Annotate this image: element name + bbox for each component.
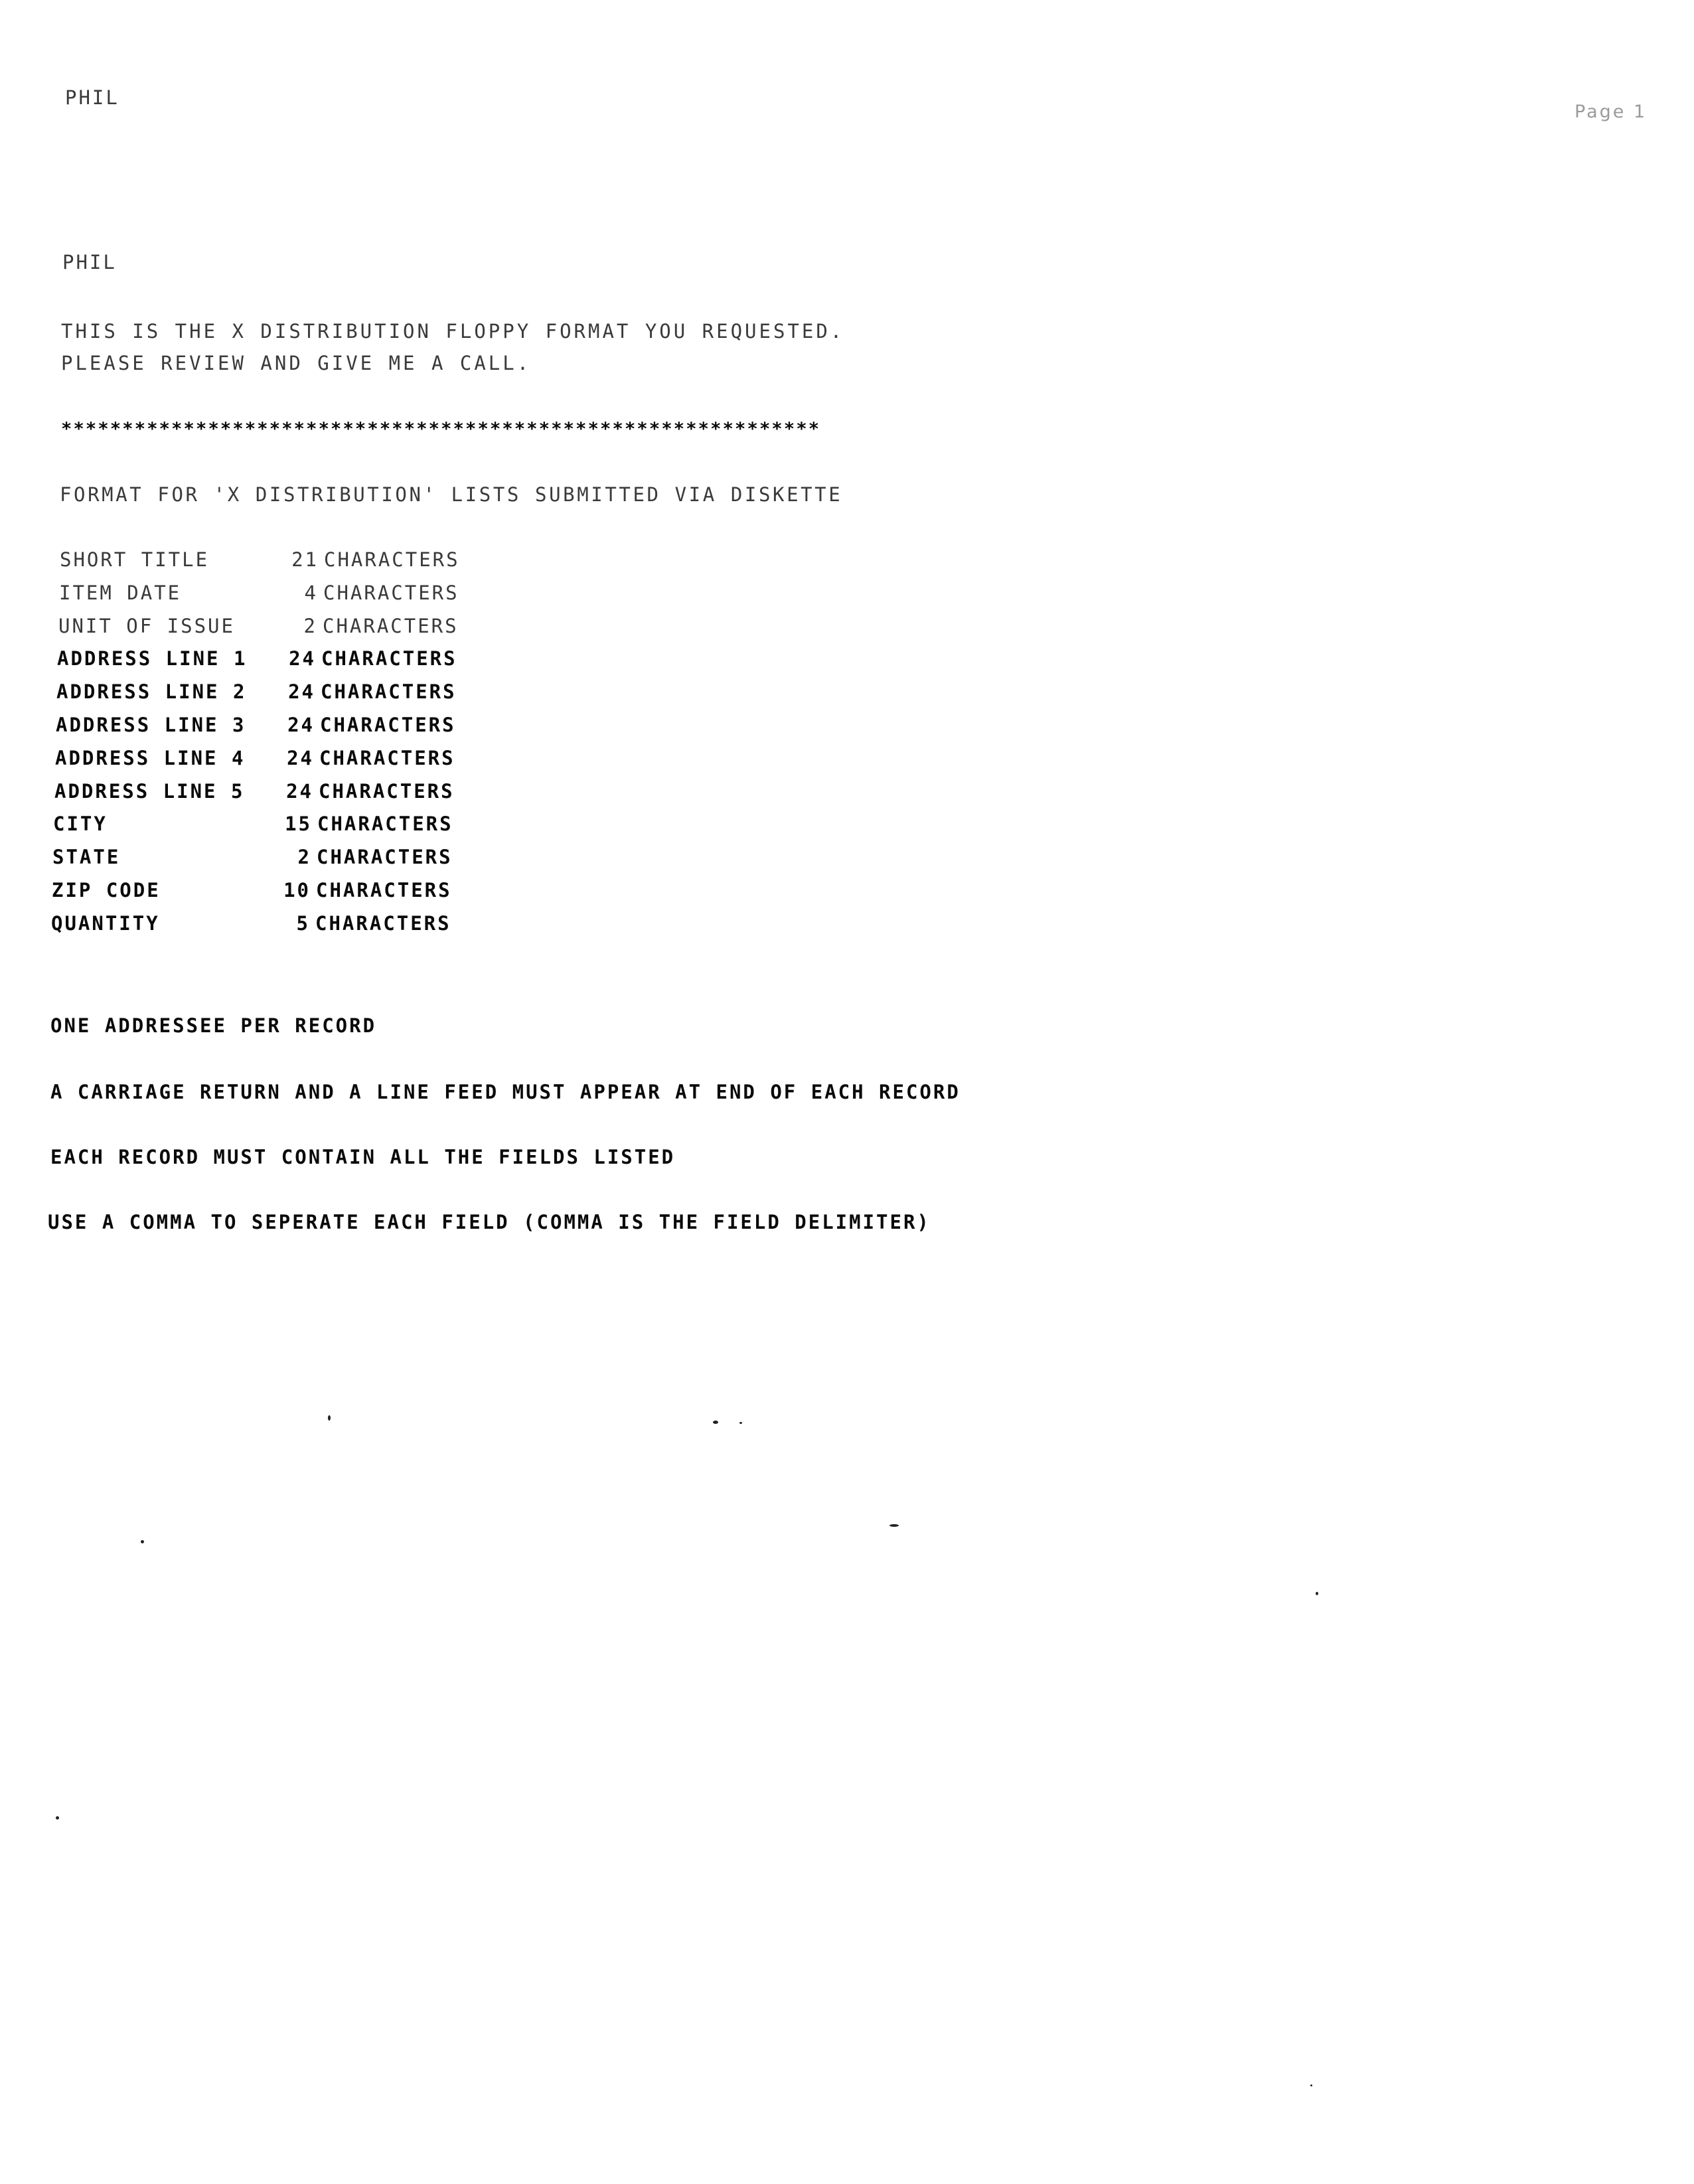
field-length: 21 (291, 548, 319, 571)
note-one-addressee: ONE ADDRESSEE PER RECORD (50, 1014, 377, 1037)
field-length: 15 (285, 813, 312, 835)
separator-line: ************************************************************** (61, 419, 821, 439)
field-row (59, 582, 471, 604)
field-length: 2 (297, 846, 311, 868)
format-title: FORMAT FOR 'X DISTRIBUTION' LISTS SUBMITTED VIA DISKETTE (60, 483, 843, 506)
field-unit: CHARACTERS (323, 582, 459, 604)
scan-speck (713, 1421, 718, 1424)
field-name: STATE (52, 846, 121, 868)
header-recipient: PHIL (65, 86, 119, 109)
field-row (56, 714, 467, 736)
field-unit: CHARACTERS (316, 879, 452, 901)
field-name: CITY (53, 813, 108, 835)
note-all-fields: EACH RECORD MUST CONTAIN ALL THE FIELDS LISTED (50, 1146, 676, 1168)
field-name: ADDRESS LINE 2 (56, 680, 247, 703)
field-unit: CHARACTERS (320, 714, 456, 736)
field-name: ADDRESS LINE 4 (55, 747, 246, 769)
field-unit: CHARACTERS (315, 912, 451, 935)
field-row (58, 615, 470, 637)
note-comma-delimiter: USE A COMMA TO SEPERATE EACH FIELD (COMMA IS THE FIELD DELIMITER) (48, 1211, 931, 1233)
field-name: ZIP CODE (52, 879, 161, 901)
field-name: QUANTITY (51, 912, 160, 935)
field-name: ADDRESS LINE 5 (54, 780, 245, 803)
field-name: ADDRESS LINE 3 (56, 714, 246, 736)
field-row (54, 780, 466, 803)
field-unit: CHARACTERS (323, 615, 459, 637)
field-row (51, 912, 463, 935)
field-unit: CHARACTERS (317, 813, 453, 835)
field-row (52, 846, 464, 868)
field-unit: CHARACTERS (324, 548, 460, 571)
field-length: 24 (289, 647, 316, 670)
field-length: 4 (304, 582, 318, 604)
page-number: Page 1 (1575, 102, 1648, 122)
scan-speck (889, 1524, 899, 1527)
field-unit: CHARACTERS (319, 780, 455, 803)
field-name: SHORT TITLE (60, 548, 210, 571)
memo-salutation: PHIL (62, 251, 117, 273)
field-row (57, 647, 469, 670)
scan-speck (1310, 2084, 1312, 2086)
field-length: 5 (296, 912, 310, 935)
field-length: 24 (288, 680, 315, 703)
field-length: 2 (303, 615, 317, 637)
field-row (60, 548, 471, 571)
field-length: 10 (283, 879, 311, 901)
field-row (53, 813, 465, 835)
field-unit: CHARACTERS (321, 680, 457, 703)
field-unit: CHARACTERS (321, 647, 457, 670)
field-length: 24 (287, 714, 315, 736)
field-name: ADDRESS LINE 1 (57, 647, 248, 670)
field-row (55, 747, 467, 769)
scan-speck (328, 1415, 331, 1421)
field-name: UNIT OF ISSUE (58, 615, 235, 637)
field-unit: CHARACTERS (317, 846, 453, 868)
field-row (52, 879, 463, 901)
field-row (56, 680, 468, 703)
field-length: 24 (287, 747, 314, 769)
note-carriage-return: A CARRIAGE RETURN AND A LINE FEED MUST APPEAR AT END OF EACH RECORD (50, 1081, 961, 1103)
scan-speck (1316, 1592, 1318, 1595)
field-name: ITEM DATE (59, 582, 182, 604)
scan-speck (739, 1422, 742, 1424)
field-unit: CHARACTERS (319, 747, 455, 769)
scan-speck (56, 1816, 59, 1820)
field-length: 24 (286, 780, 313, 803)
memo-line-2: PLEASE REVIEW AND GIVE ME A CALL. (61, 352, 532, 374)
memo-line-1: THIS IS THE X DISTRIBUTION FLOPPY FORMAT YOU REQUESTED. (61, 320, 845, 343)
scan-speck (141, 1540, 144, 1543)
